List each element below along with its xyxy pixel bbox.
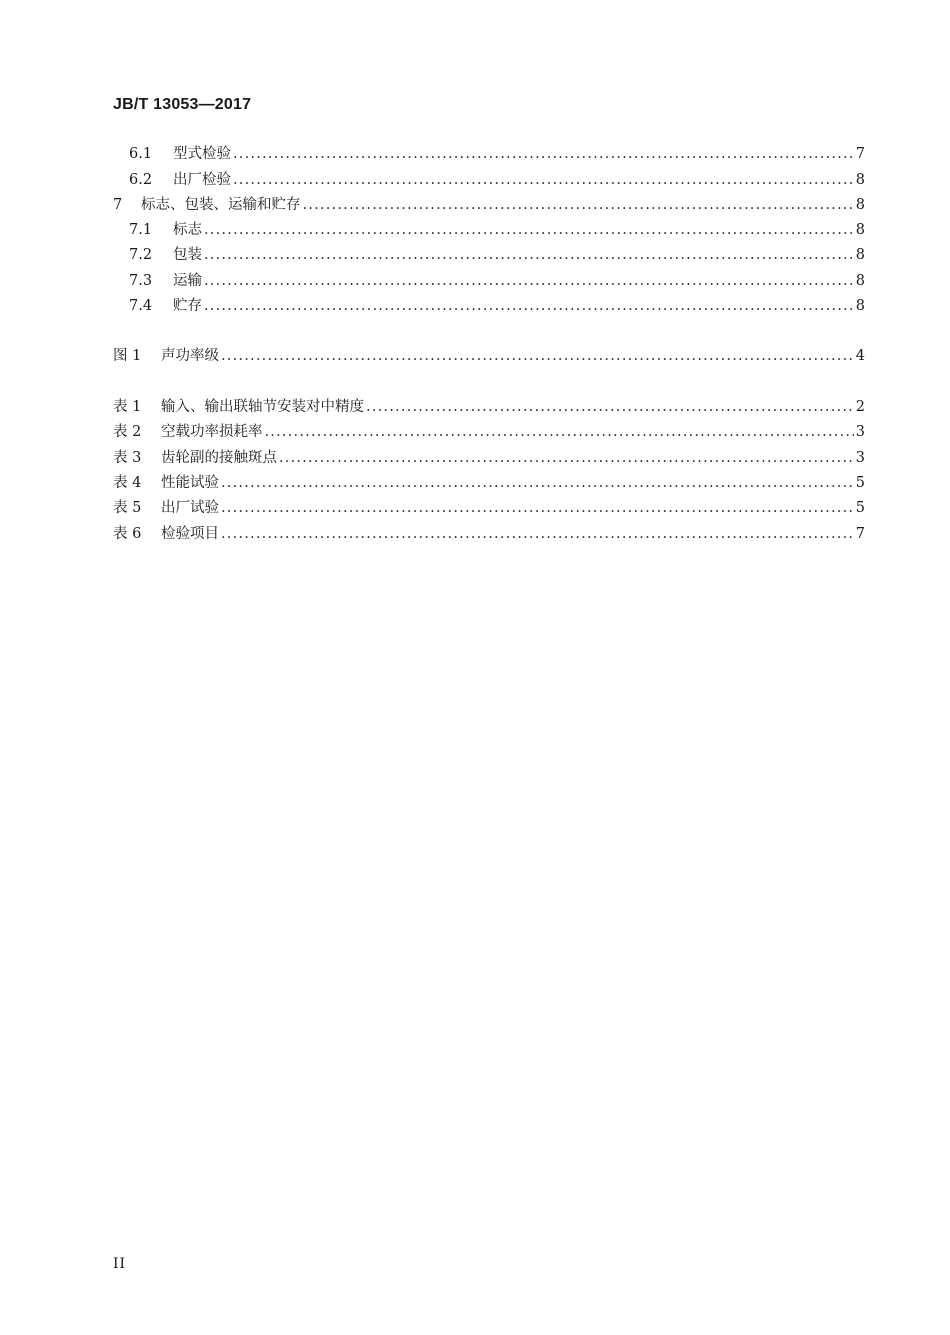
toc-entry-title: 包装	[173, 247, 202, 263]
dot-leader	[204, 218, 854, 242]
toc-entry-6-1[interactable]	[129, 142, 865, 166]
dot-leader	[221, 522, 854, 546]
toc-table-4[interactable]	[113, 471, 865, 495]
toc-table-number: 表 4	[113, 475, 142, 491]
toc-entry-number: 7.1	[129, 222, 153, 238]
dot-leader	[233, 142, 854, 166]
dot-leader	[233, 168, 854, 192]
toc-table-number: 表 1	[113, 399, 142, 415]
toc-entry-number: 6.2	[129, 172, 153, 188]
toc-table-number: 表 5	[113, 500, 142, 516]
toc-entry-title: 运输	[173, 273, 202, 289]
toc-table-title: 检验项目	[161, 526, 219, 542]
toc-entry-page: 8	[855, 298, 865, 314]
dot-leader	[204, 294, 854, 318]
toc-entry-title: 型式检验	[173, 146, 231, 162]
dot-leader	[265, 420, 854, 444]
toc-table-2[interactable]	[113, 420, 865, 444]
dot-leader	[221, 344, 854, 368]
toc-table-page: 5	[855, 475, 865, 491]
toc-figure-number: 图 1	[113, 348, 142, 364]
toc-entry-7-1[interactable]	[129, 218, 865, 242]
toc-entry-7-2[interactable]	[129, 243, 865, 267]
standard-code-header: JB/T 13053—2017	[113, 96, 252, 113]
toc-entry-page: 8	[855, 273, 865, 289]
toc-entry-page: 8	[855, 247, 865, 263]
dot-leader	[279, 446, 854, 470]
toc-entry-number: 7.3	[129, 273, 153, 289]
toc-figure-title: 声功率级	[161, 348, 219, 364]
dot-leader	[221, 496, 854, 520]
dot-leader	[204, 243, 854, 267]
toc-table-page: 2	[855, 399, 865, 415]
toc-table-1[interactable]	[113, 395, 865, 419]
toc-table-page: 7	[855, 526, 865, 542]
toc-entry-7[interactable]	[113, 193, 865, 217]
dot-leader	[221, 471, 854, 495]
toc-entry-7-4[interactable]	[129, 294, 865, 318]
toc-entry-number: 7.4	[129, 298, 153, 314]
toc-entry-title: 出厂检验	[173, 172, 231, 188]
dot-leader	[366, 395, 854, 419]
toc-table-title: 空载功率损耗率	[161, 424, 263, 440]
toc-table-number: 表 6	[113, 526, 142, 542]
toc-figure-page: 4	[855, 348, 865, 364]
toc-table-page: 3	[855, 450, 865, 466]
toc-entry-number: 7.2	[129, 247, 153, 263]
toc-table-title: 齿轮副的接触斑点	[161, 450, 277, 466]
toc-table-page: 5	[855, 500, 865, 516]
toc-entry-page: 7	[855, 146, 865, 162]
toc-figure-1[interactable]	[113, 344, 865, 368]
toc-table-number: 表 3	[113, 450, 142, 466]
toc-entry-6-2[interactable]	[129, 168, 865, 192]
dot-leader	[204, 269, 854, 293]
toc-table-title: 出厂试验	[161, 500, 219, 516]
toc-entry-title: 贮存	[173, 298, 202, 314]
toc-table-title: 输入、输出联轴节安装对中精度	[161, 399, 364, 415]
page-number-footer: II	[113, 1256, 127, 1272]
toc-entry-page: 8	[855, 172, 865, 188]
toc-table-number: 表 2	[113, 424, 142, 440]
toc-entry-page: 8	[855, 222, 865, 238]
toc-table-3[interactable]	[113, 446, 865, 470]
toc-table-page: 3	[855, 424, 865, 440]
toc-entry-title: 标志	[173, 222, 202, 238]
toc-table-5[interactable]	[113, 496, 865, 520]
toc-entry-7-3[interactable]	[129, 269, 865, 293]
toc-entry-number: 6.1	[129, 146, 153, 162]
toc-table-6[interactable]	[113, 522, 865, 546]
toc-entry-number: 7	[113, 197, 123, 213]
toc-entry-page: 8	[855, 197, 865, 213]
toc-entry-title: 标志、包装、运输和贮存	[141, 197, 301, 213]
toc-table-title: 性能试验	[161, 475, 219, 491]
dot-leader	[303, 193, 854, 217]
